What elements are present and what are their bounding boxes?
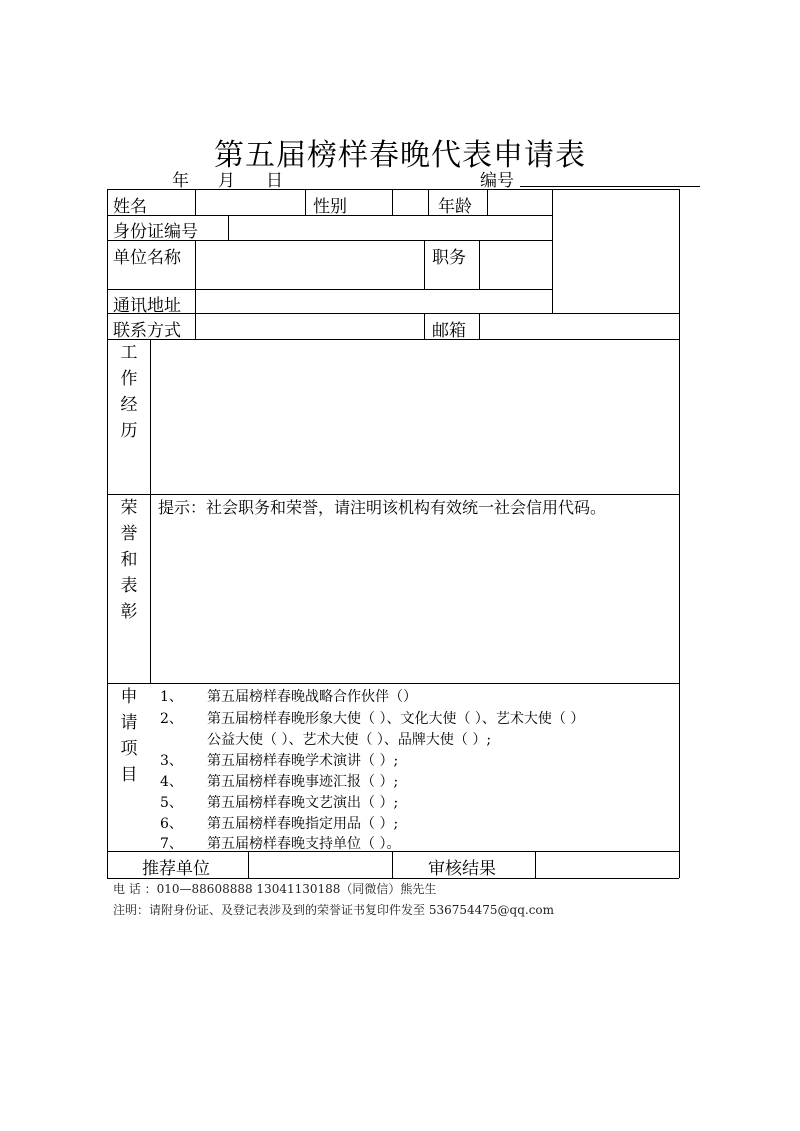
- honors-hint: 提示：社会职务和荣誉，请注明该机构有效统一社会信用代码。: [158, 498, 607, 517]
- footer-phone: 电 话 ：010—88608888 13041130188（同微信）熊先生: [113, 882, 437, 896]
- application-item[interactable]: 第五届榜样春晚学术演讲（ ）;: [207, 753, 399, 769]
- organization-label: 单位名称: [113, 248, 181, 268]
- application-item[interactable]: 第五届榜样春晚战略合作伙伴（）: [207, 689, 417, 705]
- review-result-label: 审核结果: [428, 859, 496, 879]
- date-day-label: 日: [266, 171, 283, 191]
- name-label: 姓名: [113, 197, 147, 217]
- form-title: 第五届榜样春晚代表申请表: [214, 138, 586, 173]
- id-number-label: 身份证编号: [113, 222, 198, 242]
- position-field[interactable]: [481, 242, 550, 287]
- work-history-field[interactable]: [152, 341, 677, 492]
- footer-note: 注明：请附身份证、及登记表涉及到的荣誉证书复印件发至 536754475@qq.com: [113, 903, 555, 917]
- recommender-field[interactable]: [250, 853, 390, 876]
- application-item[interactable]: 第五届榜样春晚支持单位（ ）。: [207, 836, 401, 852]
- photo-box[interactable]: [554, 191, 677, 311]
- date-year-label: 年: [172, 171, 189, 191]
- application-item-num: 6、: [160, 816, 183, 832]
- organization-field[interactable]: [197, 242, 422, 287]
- date-month-label: 月: [218, 171, 235, 191]
- application-item-num: 5、: [160, 795, 183, 811]
- contact-field[interactable]: [197, 315, 422, 337]
- application-item-num: 3、: [160, 753, 183, 769]
- application-item-num: 7、: [160, 836, 183, 852]
- application-items-label: 申 请 项 目: [120, 687, 138, 785]
- name-field[interactable]: [197, 191, 303, 213]
- application-item-num: 1、: [160, 689, 183, 705]
- form-number-label: 编号: [480, 171, 514, 191]
- email-label: 邮箱: [432, 321, 466, 341]
- honors-label: 荣 誉 和 表 彰: [120, 498, 138, 622]
- work-history-label: 工 作 经 历: [120, 343, 138, 441]
- age-field[interactable]: [489, 191, 550, 213]
- review-result-field[interactable]: [537, 853, 677, 876]
- application-item[interactable]: 第五届榜样春晚形象大使（ ）、文化大使（ ）、艺术大使（ ）: [207, 711, 585, 727]
- application-item[interactable]: 公益大使（ ）、艺术大使（ ）、品牌大使（ ）;: [207, 732, 492, 748]
- application-item[interactable]: 第五届榜样春晚文艺演出（ ）;: [207, 795, 399, 811]
- application-item[interactable]: 第五届榜样春晚事迹汇报（ ）;: [207, 774, 399, 790]
- age-label: 年龄: [438, 197, 472, 217]
- gender-field[interactable]: [394, 191, 426, 213]
- form-number-field[interactable]: [520, 185, 700, 187]
- address-label: 通讯地址: [113, 296, 181, 316]
- email-field[interactable]: [481, 315, 677, 337]
- application-item[interactable]: 第五届榜样春晚指定用品（ ）;: [207, 816, 399, 832]
- position-label: 职务: [432, 248, 466, 268]
- contact-label: 联系方式: [113, 321, 181, 341]
- address-field[interactable]: [197, 291, 550, 311]
- application-item-num: 4、: [160, 774, 183, 790]
- gender-label: 性别: [313, 197, 347, 217]
- application-item-num: 2、: [160, 711, 183, 727]
- id-number-field[interactable]: [230, 217, 550, 238]
- recommender-label: 推荐单位: [142, 859, 210, 879]
